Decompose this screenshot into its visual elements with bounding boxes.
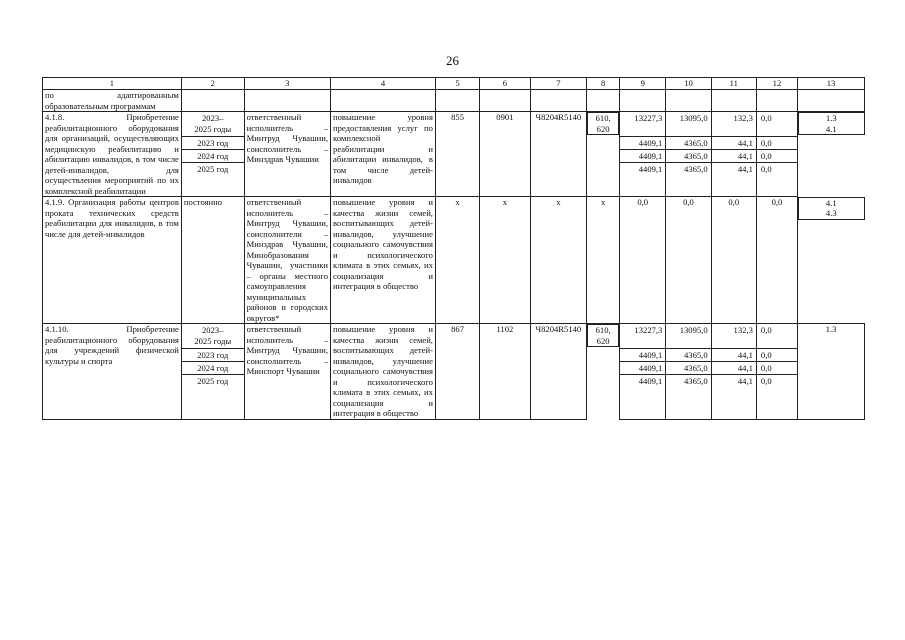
code-cell: 1102: [480, 324, 530, 420]
executors-cell: ответственный исполнитель – Минтруд Чувашии, соисполнители – Минздрав Чувашии, Минобразования Чувашии, участники – органы местного самоуправления муниципальных районов и городских округов*: [244, 197, 330, 324]
page-number: 26: [446, 53, 459, 68]
code-cell: Ч8204R5140: [530, 324, 587, 420]
amount-cell: 13095,0 4365,0 4365,0 4365,0: [666, 324, 711, 420]
amount-cell: 0,0 0,0 0,0 0,0: [756, 324, 797, 420]
column-number: 2: [181, 78, 244, 90]
column-number-row: [43, 78, 865, 90]
measure-name-cell: 4.1.8. Приобретение реабилитационного оборудования для организаций, осуществляющих медицинскую реабилитацию и абилитацию инвалидов, в том числе детей-инвалидов, для осуществления мероприятий по их комплексной реабилитации: [43, 112, 182, 197]
column-number: 11: [711, 78, 756, 90]
column-number: 5: [435, 78, 479, 90]
code-cell: 867: [435, 324, 479, 420]
amount-cell: 13095,0 4365,0 4365,0 4365,0: [666, 112, 711, 197]
column-number: 1: [43, 78, 182, 90]
amount-cell: 13227,3 4409,1 4409,1 4409,1: [620, 324, 666, 420]
column-number: 4: [331, 78, 436, 90]
period-cell: постоянно: [181, 197, 244, 324]
measure-name-cell: по адаптированным образовательным программам: [43, 90, 182, 112]
amount-cell: 0,0: [620, 197, 666, 324]
amount-cell: 0,0: [666, 197, 711, 324]
code-cell: 855: [435, 112, 479, 197]
code-cell: x: [480, 197, 530, 324]
code-cell: x: [435, 197, 479, 324]
column-number: 12: [756, 78, 797, 90]
code-cell: 610, 620: [587, 324, 619, 347]
amount-cell: 13227,3 4409,1 4409,1 4409,1: [620, 112, 666, 197]
amount-cell: 0,0: [756, 197, 797, 324]
column-number: 8: [587, 78, 620, 90]
period-cell: 2023– 2025 годы 2023 год 2024 год 2025 год: [181, 324, 244, 420]
column-number: 9: [620, 78, 666, 90]
column-number: 7: [530, 78, 587, 90]
code-cell: x: [530, 197, 587, 324]
code-cell: Ч8204R5140: [530, 112, 587, 197]
program-table: [42, 77, 865, 420]
executors-cell: ответственный исполнитель – Минтруд Чувашии, соисполнитель – Минздрав Чувашии: [244, 112, 330, 197]
code-cell: x: [587, 197, 620, 324]
table-row: [43, 112, 865, 197]
code-cell: 0901: [480, 112, 530, 197]
amount-cell: 132,3 44,1 44,1 44,1: [711, 112, 756, 197]
indicators-cell: повышение уровня и качества жизни семей, воспитывающих детей-инвалидов, улучшение социального самочувствия и психологического климата в этих семьях, их социализация и интеграция в общество: [331, 197, 436, 324]
target-indicator-cell: 1.3: [798, 324, 865, 420]
target-indicator-cell: 4.1 4.3: [798, 197, 864, 220]
column-number: 13: [798, 78, 865, 90]
table-row: [43, 90, 865, 112]
column-number: 10: [666, 78, 711, 90]
amount-cell: 0,0 0,0 0,0 0,0: [756, 112, 797, 197]
table-row: [43, 197, 865, 324]
measure-name-cell: 4.1.10. Приобретение реабилитационного оборудования для учреждений физической культуры и спорта: [43, 324, 182, 420]
indicators-cell: повышение уровня предоставления услуг по комплексной реабилитации и абилитации инвалидов, в том числе детей-инвалидов: [331, 112, 436, 197]
indicators-cell: повышение уровня и качества жизни семей, воспитывающих детей-инвалидов, улучшение социального самочувствия и психологического климата в этих семьях, их социализация и интеграция в общество: [331, 324, 436, 420]
column-number: 3: [244, 78, 330, 90]
code-cell: 610, 620: [587, 112, 619, 135]
amount-cell: 0,0: [711, 197, 756, 324]
measure-name-cell: 4.1.9. Организация работы центров проката технических средств реабилитации для инвалидов, в том числе для детей-инвалидов: [43, 197, 182, 324]
column-number: 6: [480, 78, 530, 90]
amount-cell: 132,3 44,1 44,1 44,1: [711, 324, 756, 420]
target-indicator-cell: 1.3 4.1: [798, 112, 864, 135]
table-row: [43, 324, 865, 420]
period-cell: 2023– 2025 годы 2023 год 2024 год 2025 год: [181, 112, 244, 197]
executors-cell: ответственный исполнитель – Минтруд Чувашии, соисполнитель – Минспорт Чувашии: [244, 324, 330, 420]
